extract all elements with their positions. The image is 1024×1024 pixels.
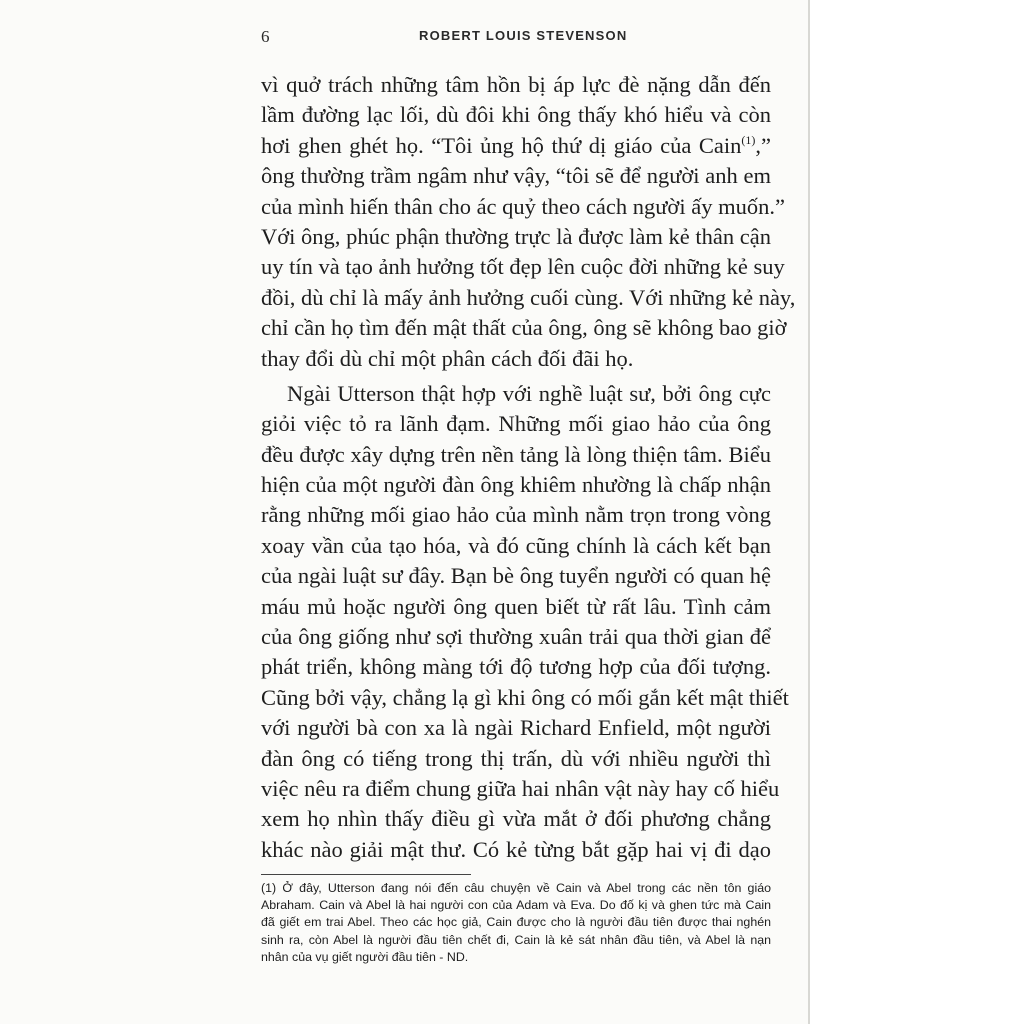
text-line: của ông giống như sợi thường xuân trải qua thời gian để	[261, 624, 771, 650]
text-line: đàn ông có tiếng trong thị trấn, dù với nhiều người thì	[261, 745, 771, 771]
footnote-divider	[261, 874, 471, 875]
text-line: phát triển, không màng tới độ tương hợp của đối tượng.	[261, 654, 771, 680]
footnote-line: Abraham. Cain và Abel là hai người con của Adam và Eva. Do đố kị và ghen tức mà Cain	[261, 898, 771, 913]
text-line: hiện của một người đàn ông khiêm nhường là chấp nhận	[261, 472, 771, 498]
running-head: ROBERT LOUIS STEVENSON	[419, 28, 628, 43]
text-line: xem họ nhìn thấy điều gì vừa mắt ở đối phương chẳng	[261, 806, 771, 832]
text-segment: hơi ghen ghét họ. “Tôi ủng hộ thứ dị giáo của Cain	[261, 132, 742, 158]
text-line: của mình hiến thân cho ác quỷ theo cách người ấy muốn.”	[261, 193, 785, 219]
footnote-line: đã giết em trai Abel. Theo các học giả, Cain được cho là người đầu tiên được thai nghén	[261, 915, 771, 930]
page-number: 6	[261, 27, 270, 46]
footnote-marker: (1)	[741, 132, 756, 147]
text-segment: ,”	[755, 132, 771, 158]
text-line: đều được xây dựng trên nền tảng là lòng thiện tâm. Biểu	[261, 441, 771, 467]
text-line: của ngài luật sư đây. Bạn bè ông tuyển người có quan hệ	[261, 563, 771, 589]
text-line: lầm đường lạc lối, dù đôi khi ông thấy khó hiểu và còn	[261, 102, 771, 128]
text-line: việc nêu ra điểm chung giữa hai nhân vật này hay cố hiểu	[261, 775, 780, 801]
text-line: thay đổi dù chỉ một phân cách đối đãi họ.	[261, 345, 634, 371]
text-line: uy tín và tạo ảnh hưởng tốt đẹp lên cuộc đời những kẻ suy	[261, 254, 785, 280]
footnote-line: nhân của vụ giết người đầu tiên - ND.	[261, 949, 469, 964]
text-line: ông thường trầm ngâm như vậy, “tôi sẽ để người anh em	[261, 163, 771, 189]
text-line: máu mủ hoặc người ông quen biết từ rất lâu. Tình cảm	[261, 593, 771, 619]
text-line: khác nào giải mật thư. Có kẻ từng bắt gặp hai vị đi dạo	[261, 836, 771, 862]
text-line: vì quở trách những tâm hồn bị áp lực đè nặng dẫn đến	[261, 72, 771, 97]
footnote	[261, 880, 771, 966]
text-line: xoay vần của tạo hóa, và đó cũng chính là cách kết bạn	[261, 532, 771, 558]
text-line	[261, 131, 771, 161]
text-line: chỉ cần họ tìm đến mật thất của ông, ông sẽ không bao giờ	[261, 315, 787, 341]
text-line: giỏi việc tỏ ra lãnh đạm. Những mối giao hảo của ông	[261, 411, 771, 437]
text-line: đồi, dù chỉ là mấy ảnh hưởng cuối cùng. Với những kẻ này,	[261, 284, 796, 310]
text-line: rằng những mối giao hảo của mình nằm trọn trong vòng	[261, 502, 771, 528]
body-text	[261, 70, 796, 865]
text-line: Cũng bởi vậy, chẳng lạ gì khi ông có mối gắn kết mật thiết	[261, 684, 789, 710]
text-line: Với ông, phúc phận thường trực là được làm kẻ thân cận	[261, 223, 771, 249]
text-line: Ngài Utterson thật hợp với nghề luật sư, bởi ông cực	[287, 380, 771, 406]
footnote-line: (1) Ở đây, Utterson đang nói đến câu chuyện về Cain và Abel trong các nền tôn giáo	[261, 881, 771, 895]
page-edge	[808, 0, 810, 1024]
footnote-line: sinh ra, còn Abel là người đầu tiên chết đi, Cain là kẻ sát nhân đầu tiên, và Abel là nạn	[261, 932, 771, 947]
text-line: với người bà con xa là ngài Richard Enfield, một người	[261, 715, 771, 741]
